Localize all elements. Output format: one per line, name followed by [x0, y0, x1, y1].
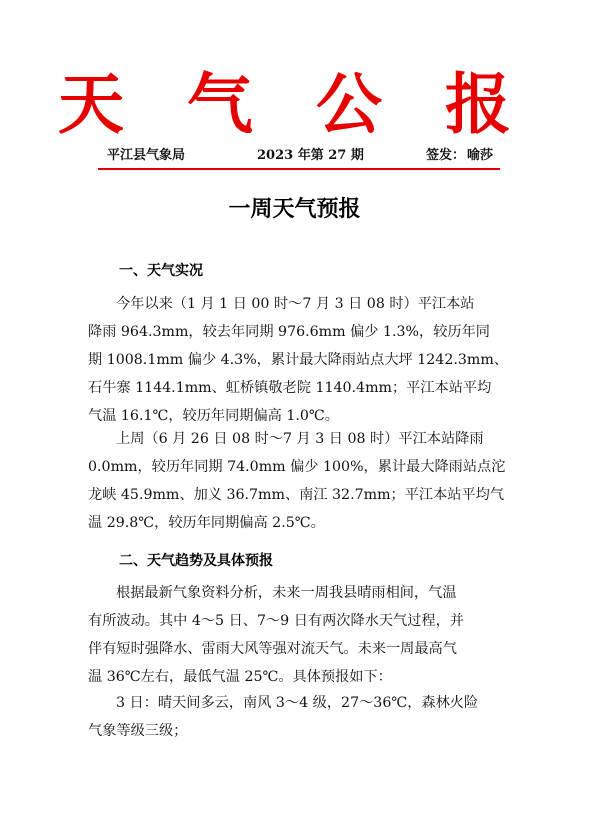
- red-divider: [98, 168, 500, 170]
- paragraph-line: 温 36℃左右，最低气温 25℃。具体预报如下：: [88, 669, 392, 685]
- issue-meta-row: [101, 146, 499, 166]
- paragraph-line: 3 日：晴天间多云，南风 3～4 级，27～36℃，森林火险: [116, 695, 479, 711]
- paragraph-day-3: [88, 689, 501, 745]
- paragraph-line: 今年以来（1 月 1 日 00 时～7 月 3 日 08 时）平江本站: [116, 296, 475, 312]
- paragraph-line: 0.0mm，较历年同期 74.0mm 偏少 100%，累计最大降雨站点沱: [88, 459, 506, 475]
- paragraph-line: 期 1008.1mm 偏少 4.3%，累计最大降雨站点大坪 1242.3mm、: [88, 352, 508, 368]
- section-heading-observations: 一、天气实况: [119, 263, 203, 279]
- document-title: 一周天气预报: [228, 197, 361, 222]
- issue-number: 2023 年第 27 期: [257, 148, 364, 163]
- paragraph-line: 伴有短时强降水、雷雨大风等强对流天气。未来一周最高气: [88, 641, 457, 657]
- paragraph-line: 石牛寨 1144.1mm、虹桥镇敬老院 1140.4mm；平江本站平均: [88, 380, 492, 396]
- section-heading-forecast: 二、天气趋势及具体预报: [119, 553, 273, 569]
- paragraph-line: 根据最新气象资料分析，未来一周我县晴雨相间，气温: [116, 585, 457, 601]
- paragraph-line: 气象等级三级；: [88, 723, 188, 739]
- paragraph-last-week: [88, 425, 506, 537]
- issuer-name: 平江县气象局: [107, 148, 186, 163]
- paragraph-year-to-date: [88, 290, 508, 430]
- signer-block: [426, 146, 493, 166]
- masthead-title: 天 气 公 报: [58, 66, 531, 143]
- signer-label: 签发：: [425, 148, 465, 163]
- paragraph-line: 龙峡 45.9mm、加义 36.7mm、南江 32.7mm；平江本站平均气: [88, 487, 505, 503]
- paragraph-line: 上周（6 月 26 日 08 时～7 月 3 日 08 时）平江本站降雨: [116, 431, 484, 447]
- signer-name: 喻莎: [466, 148, 493, 163]
- paragraph-line: 降雨 964.3mm，较去年同期 976.6mm 偏少 1.3%，较历年同: [88, 324, 490, 340]
- paragraph-line: 气温 16.1℃，较历年同期偏高 1.0℃。: [88, 408, 339, 424]
- paragraph-line: 温 29.8℃，较历年同期偏高 2.5℃。: [88, 515, 325, 531]
- paragraph-line: 有所波动。其中 4～5 日、7～9 日有两次降水天气过程，并: [88, 613, 464, 629]
- paragraph-trend: [88, 579, 501, 691]
